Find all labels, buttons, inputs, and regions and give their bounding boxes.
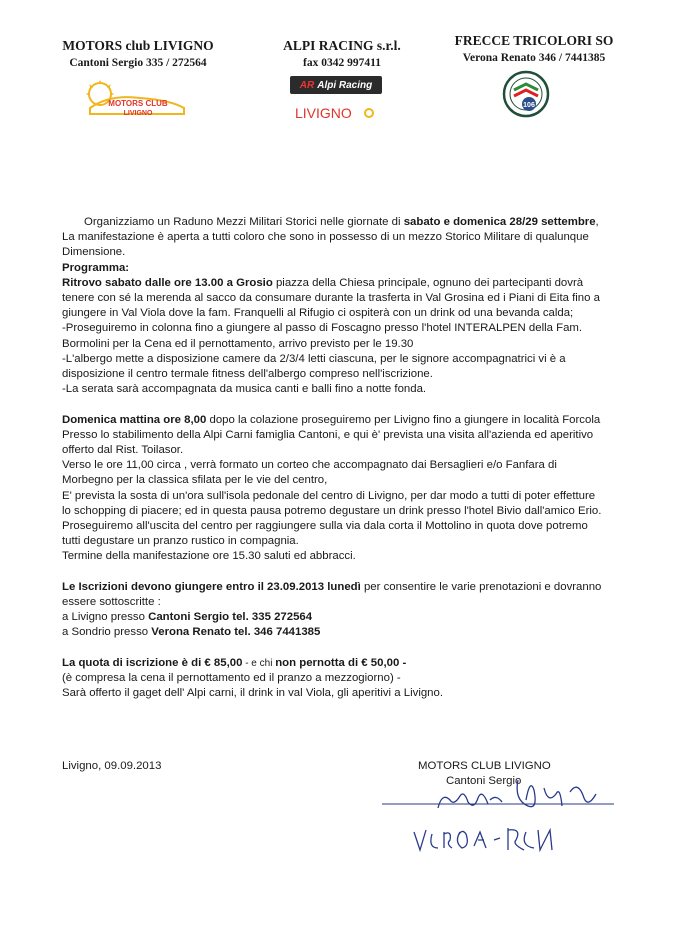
letter-line: tenere con sé la merenda al sacco da consumare durante la trasferta in Val Grosina ed i Piani di Eita fino a: [62, 292, 600, 305]
livigno-logo-text: LIVIGNO: [295, 105, 352, 121]
alpi-racing-fax: fax 0342 997411: [303, 57, 381, 69]
signature-organization: MOTORS CLUB LIVIGNO: [418, 760, 551, 772]
header-left: [58, 38, 218, 69]
text: a Livigno presso: [62, 611, 149, 624]
motors-club-logo-text-2: LIVIGNO: [123, 110, 153, 117]
text: Organizziamo un Raduno Mezzi Militari Storici nelle giornate di: [84, 216, 404, 228]
motors-club-logo-text-1: MOTORS CLUB: [108, 99, 168, 108]
alpi-racing-title: ALPI RACING s.r.l.: [283, 38, 401, 53]
letter-line: [62, 610, 627, 625]
dates-bold: sabato e domenica 28/29 settembre: [403, 216, 596, 228]
letter-line: (è compresa la cena il pernottamento ed il pranzo a mezzogiorno) -: [62, 672, 401, 685]
contact-bold: Verona Renato tel. 346 7441385: [151, 626, 321, 639]
text: per consentire le varie prenotazioni e dovranno: [360, 580, 602, 593]
livigno-logo: [295, 104, 375, 124]
letter-line: -La serata sarà accompagnata da musica canti e balli fino a notte fonda.: [62, 383, 427, 396]
letter-line: [62, 656, 627, 671]
signature-name: Cantoni Sergio: [446, 775, 522, 787]
letter-date: Livigno, 09.09.2013: [62, 760, 162, 772]
alpi-racing-logo: [290, 76, 382, 94]
letter-body: [62, 215, 627, 701]
deadline-bold: Le Iscrizioni devono giungere entro il 23.09.2013 lunedì: [62, 580, 361, 593]
frecce-tricolori-title: FRECCE TRICOLORI SO: [454, 33, 614, 48]
letter-line: lo schopping di piacere; ed in questa pausa potremo degustare un drink presso l'hotel Bivio dall'amico Erio.: [62, 504, 602, 517]
letter-line: Presso lo stabilimento della Alpi Carni famiglia Cantoni, e qui è' prevista una visita all'azienda ed aperitivo: [62, 428, 594, 441]
alpi-racing-logo-mark: AR: [299, 79, 315, 91]
fee-bold: non pernotta di € 50,00 -: [275, 656, 407, 669]
letter-line: [62, 215, 627, 230]
sunday-bold: Domenica mattina ore 8,00: [62, 413, 207, 426]
program-label: Programma:: [62, 261, 130, 274]
text: - e chi: [242, 657, 276, 669]
handwritten-signature-verona: [408, 818, 578, 858]
letter-line: Dimensione.: [62, 246, 126, 259]
letter-line: Termine della manifestazione ore 15.30 saluti ed abbracci.: [62, 550, 356, 563]
letter-line: disposizione il centro termale fitness dell'albergo compreso nell'iscrizione.: [62, 368, 433, 381]
text: a Sondrio presso: [62, 626, 152, 639]
frecce-tricolori-badge: [502, 70, 550, 118]
letter-line: [62, 625, 627, 640]
motors-club-title: MOTORS club LIVIGNO: [62, 38, 214, 53]
text: ,: [595, 216, 599, 228]
frecce-tricolori-contact: Verona Renato 346 / 7441385: [462, 52, 606, 64]
letter-line: [62, 276, 627, 291]
letter-line: [62, 413, 627, 428]
letter-line: giungere in Val Viola dove la fam. Franquelli al Rifugio ci ospiterà con un drink od una bevanda calda;: [62, 307, 574, 320]
letter-line: -L'albergo mette a disposizione camere da 2/3/4 letti ciascuna, per le signore accompagnatrici vi è a: [62, 352, 566, 365]
letter-line: Proseguiremo all'uscita del centro per raggiungere sulla via dala corta il Mottolino in quota dove potremo: [62, 520, 588, 533]
motors-club-logo: [80, 78, 192, 120]
letter-line: Bormolini per la Cena ed il pernottamento, arrivo previsto per le 19.30: [62, 337, 414, 350]
letter-line: -Proseguiremo in colonna fino a giungere al passo di Foscagno presso l'hotel INTERALPEN della Fam.: [62, 322, 583, 335]
header-center: [272, 38, 412, 69]
letter-line: La manifestazione è aperta a tutti coloro che sono in possesso di un mezzo Storico Militare di qualunque: [62, 231, 589, 244]
letter-line: E' prevista la sosta di un'ora sull'isola pedonale del centro di Livigno, per dar modo a tutti di poter effetture: [62, 489, 596, 502]
motors-club-contact: Cantoni Sergio 335 / 272564: [69, 57, 207, 69]
text: dopo la colazione proseguiremo per Livigno fino a giungere in località Forcola: [206, 413, 601, 426]
letter-line: Sarà offerto il gaget dell' Alpi carni, il drink in val Viola, gli aperitivi a Livigno.: [62, 687, 444, 700]
text: piazza della Chiesa principale, ognuno dei partecipanti dovrà: [272, 276, 584, 289]
contact-bold: Cantoni Sergio tel. 335 272564: [148, 611, 313, 624]
program-heading: [62, 261, 627, 276]
handwritten-signature-cantoni: [378, 770, 618, 820]
letter-line: Morbegno per la classica sfilata per le vie del centro,: [62, 474, 328, 487]
letter-line: essere sottoscritte :: [62, 596, 161, 609]
alpi-racing-logo-text: Alpi Racing: [317, 79, 373, 91]
frecce-badge-number: 106: [523, 102, 535, 109]
meeting-bold: Ritrovo sabato dalle ore 13.00 a Grosio: [62, 276, 273, 289]
letter-line: [62, 580, 627, 595]
letter-line: Verso le ore 11,00 circa , verrà formato un corteo che accompagnato dai Bersaglieri e/o Fanfara di: [62, 459, 557, 472]
letter-line: tutti degustare un pranzo rustico in compagnia.: [62, 535, 299, 548]
header-right: [445, 33, 623, 64]
fee-bold: La quota di iscrizione è di € 85,00: [62, 656, 243, 669]
letter-line: offerto dal Rist. Toilasor.: [62, 444, 184, 457]
